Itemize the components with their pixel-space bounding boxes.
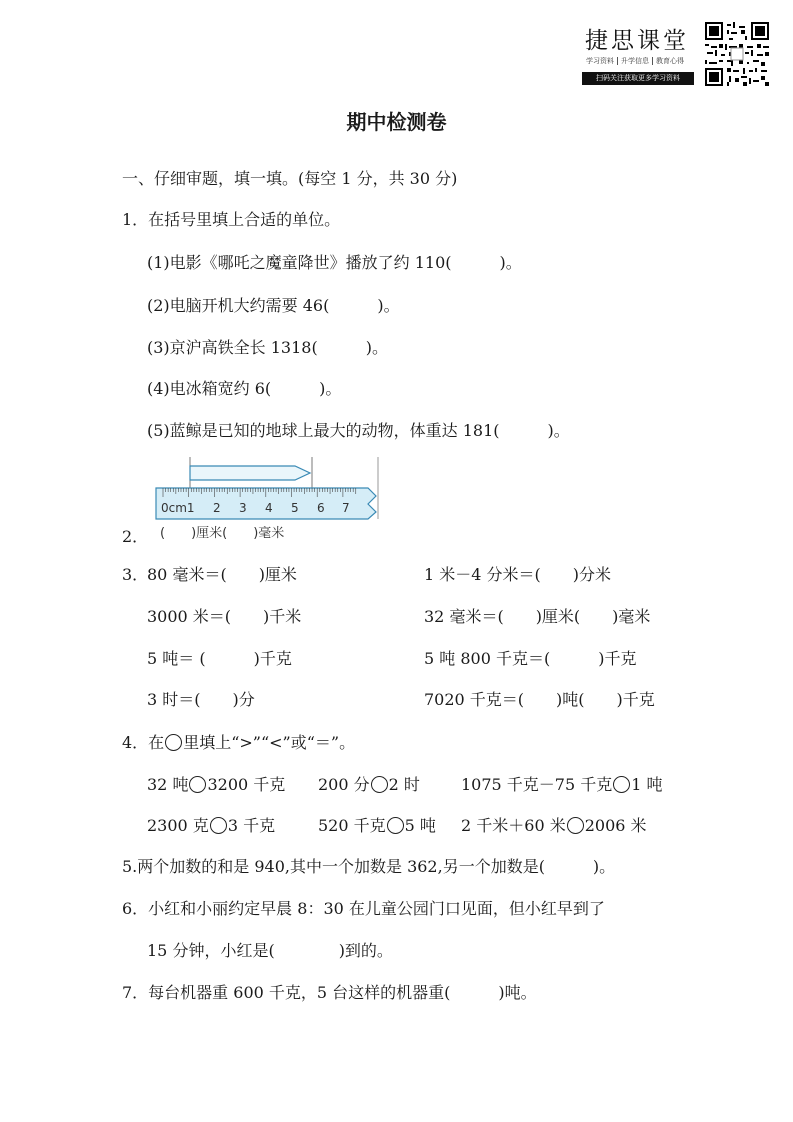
comparison-item [318, 774, 420, 796]
brand-tag: 升学信息 [618, 57, 653, 65]
question-3-right-2: 32 毫米＝( )厘米( )毫米 [424, 607, 651, 626]
question-7: 7．每台机器重 600 千克，5 台这样的机器重( )吨。 [122, 983, 537, 1002]
brand-bar: 扫码关注获取更多学习资料 [582, 72, 694, 85]
comparison-right: 1 吨 [631, 775, 663, 794]
page-title: 期中检测卷 [346, 110, 447, 134]
question-3-left-3: 5 吨＝ ( )千克 [147, 649, 292, 668]
question-1-item-2: (2)电脑开机大约需要 46( )。 [147, 296, 400, 315]
brand-tag: 教育心得 [656, 57, 684, 65]
question-3-right-1: 1 米－4 分米＝( )分米 [424, 565, 612, 584]
comparison-left: 520 千克 [318, 816, 386, 835]
circle-blank-icon[interactable] [371, 776, 388, 793]
question-1-item-4: (4)电冰箱宽约 6( )。 [147, 379, 342, 398]
question-6-line-2: 15 分钟，小红是( )到的。 [147, 941, 393, 960]
ruler-tick-label: 4 [265, 501, 273, 515]
qr-code-icon[interactable] [705, 22, 769, 86]
question-4-stem [122, 732, 355, 754]
question-3-left-4: 3 时＝( )分 [147, 690, 255, 709]
circle-blank-icon[interactable] [189, 776, 206, 793]
comparison-left: 1075 千克－75 千克 [461, 775, 613, 794]
comparison-item [147, 774, 285, 796]
question-4-stem-b: 里填上“>”“<”或“＝”。 [183, 733, 356, 752]
comparison-left: 32 吨 [147, 775, 189, 794]
ruler-tick-label: 5 [291, 501, 299, 515]
ruler-tick-label: 3 [239, 501, 247, 515]
ruler-tick-label: 6 [317, 501, 325, 515]
question-1-item-3: (3)京沪高铁全长 1318( )。 [147, 338, 388, 357]
comparison-item [318, 815, 436, 837]
question-2-answer: ( )厘米( )毫米 [160, 526, 285, 541]
circle-blank-icon[interactable] [210, 817, 227, 834]
comparison-right: 3 千克 [227, 816, 276, 835]
section-heading: 一、仔细审题，填一填。(每空 1 分，共 30 分) [122, 169, 458, 188]
comparison-right: 5 吨 [404, 816, 436, 835]
brand-tag: 学习资料 [583, 57, 618, 65]
question-1-item-5: (5)蓝鲸是已知的地球上最大的动物，体重达 181( )。 [147, 421, 570, 440]
comparison-item [461, 815, 647, 837]
ruler-tick-labels [161, 501, 361, 517]
brand-tags [583, 56, 687, 66]
comparison-item [147, 815, 275, 837]
circle-blank-icon[interactable] [387, 817, 404, 834]
question-2-number: 2． [122, 527, 149, 546]
brand-logo-text: 捷思课堂 [585, 28, 689, 54]
question-1-item-1: (1)电影《哪吒之魔童降世》播放了约 110( )。 [147, 253, 522, 272]
question-3-left-1: 80 毫米＝( )厘米 [147, 565, 297, 584]
comparison-item [461, 774, 663, 796]
question-3-right-4: 7020 千克＝( )吨( )千克 [424, 690, 655, 709]
circle-blank-icon[interactable] [613, 776, 630, 793]
comparison-right: 2 时 [388, 775, 420, 794]
question-3-left-2: 3000 米＝( )千米 [147, 607, 302, 626]
ruler-tick-label: 0cm1 [161, 501, 195, 515]
comparison-right: 2006 米 [584, 816, 647, 835]
question-4-stem-a: 4．在 [122, 733, 165, 752]
comparison-right: 3200 千克 [207, 775, 286, 794]
question-3-number: 3． [122, 565, 149, 584]
circle-blank-icon[interactable] [567, 817, 584, 834]
ruler-tick-label: 2 [213, 501, 221, 515]
question-5: 5.两个加数的和是 940,其中一个加数是 362,另一个加数是( )。 [122, 857, 616, 876]
comparison-left: 200 分 [318, 775, 370, 794]
question-1-stem: 1．在括号里填上合适的单位。 [122, 210, 341, 229]
ruler-tick-label: 7 [342, 501, 350, 515]
comparison-left: 2300 克 [147, 816, 209, 835]
circle-blank-icon [165, 734, 182, 751]
question-6-line-1: 6．小红和小丽约定早晨 8：30 在儿童公园门口见面，但小红早到了 [122, 899, 605, 918]
comparison-left: 2 千米＋60 米 [461, 816, 566, 835]
question-3-right-3: 5 吨 800 千克＝( )千克 [424, 649, 637, 668]
